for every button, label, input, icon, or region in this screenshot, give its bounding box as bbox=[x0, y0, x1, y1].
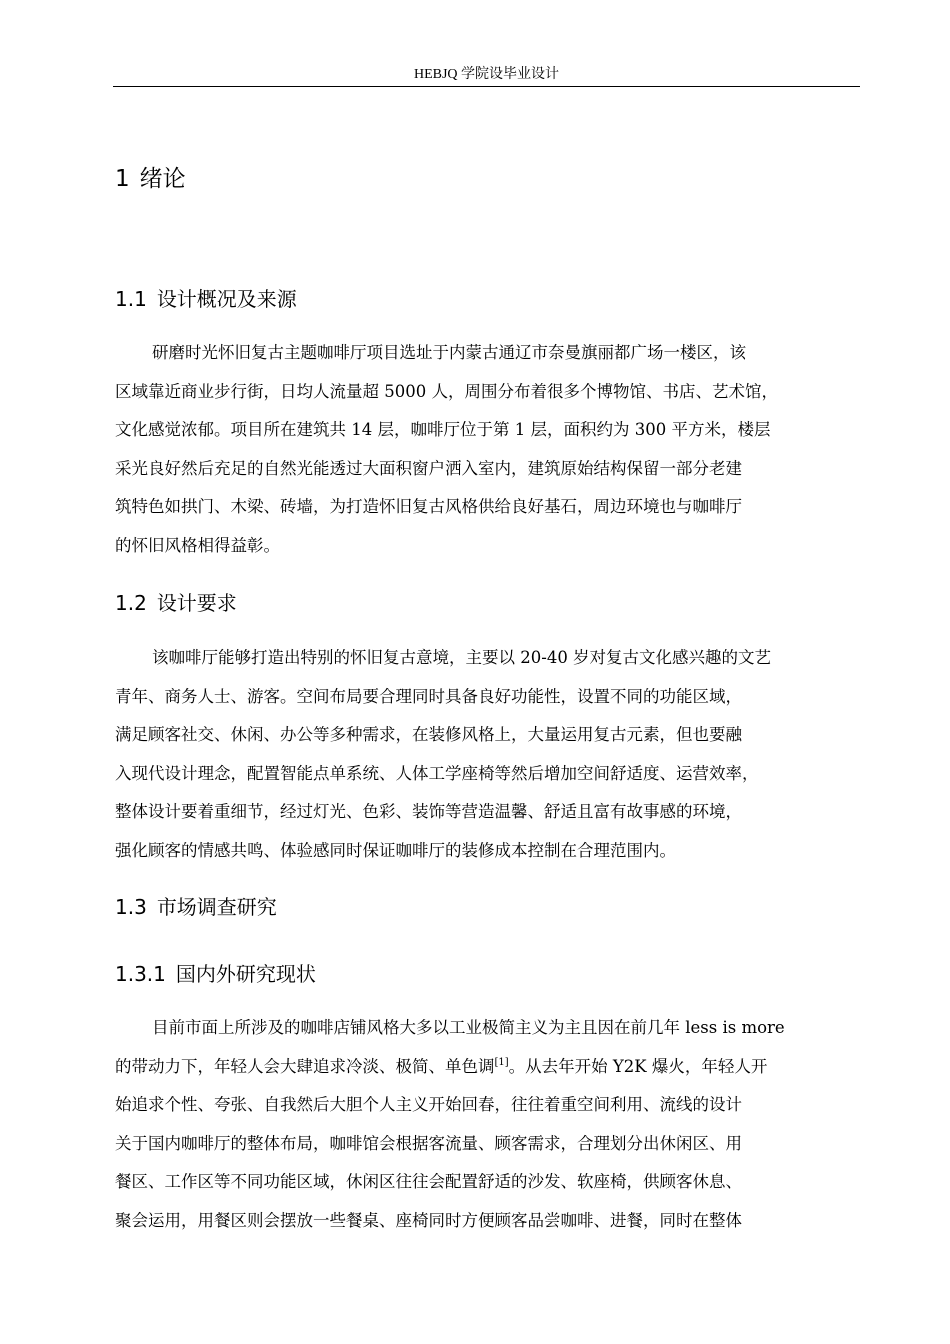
text-line: 关于国内咖啡厅的整体布局，咖啡馆会根据客流量、顾客需求，合理划分出休闲区、用 bbox=[115, 1133, 742, 1153]
text-line: 满足顾客社交、休闲、办公等多种需求，在装修风格上，大量运用复古元素，但也要融 bbox=[115, 725, 742, 745]
section-number: 1.2 bbox=[115, 591, 147, 615]
text-line: 整体设计要着重细节，经过灯光、色彩、装饰等营造温馨、舒适且富有故事感的环境， bbox=[115, 802, 742, 822]
text-line: 入现代设计理念，配置智能点单系统、人体工学座椅等然后增加空间舒适度、运营效率， bbox=[115, 763, 759, 783]
header-rule bbox=[113, 86, 860, 87]
subsection-heading-1-3-1 bbox=[115, 960, 316, 988]
section-title: 设计要求 bbox=[156, 591, 237, 615]
section-number: 1.1 bbox=[115, 287, 147, 311]
citation-ref: [1] bbox=[494, 1056, 509, 1068]
text-line: 采光良好然后充足的自然光能透过大面积窗户洒入室内，建筑原始结构保留一部分老建 bbox=[115, 458, 742, 478]
paragraph-1-1 bbox=[115, 334, 861, 566]
text-line: 文化感觉浓郁。项目所在建筑共 14 层，咖啡厅位于第 1 层，面积约为 300 平方米，楼层 bbox=[115, 420, 771, 440]
paragraph-1-3-1 bbox=[115, 1009, 861, 1241]
text-segment: 。从去年开始 Y2K 爆火，年轻人开 bbox=[508, 1056, 768, 1076]
text-line: 青年、商务人士、游客。空间布局要合理同时具备良好功能性，设置不同的功能区域， bbox=[115, 686, 742, 706]
text-line: 的怀旧风格相得益彰。 bbox=[115, 535, 280, 555]
chapter-number: 1 bbox=[115, 166, 130, 192]
section-title: 设计概况及来源 bbox=[156, 287, 297, 311]
chapter-heading bbox=[115, 163, 186, 195]
section-title: 市场调查研究 bbox=[156, 895, 277, 919]
subsection-number: 1.3.1 bbox=[115, 962, 166, 986]
section-heading-1-2 bbox=[115, 589, 237, 617]
section-heading-1-1 bbox=[115, 285, 297, 313]
text-line: 筑特色如拱门、木梁、砖墙，为打造怀旧复古风格供给良好基石，周边环境也与咖啡厅 bbox=[115, 497, 742, 517]
text-line: 目前市面上所涉及的咖啡店铺风格大多以工业极简主义为主且因在前几年 less is more bbox=[152, 1018, 785, 1037]
text-line: 聚会运用，用餐区则会摆放一些餐桌、座椅同时方便顾客品尝咖啡、进餐，同时在整体 bbox=[115, 1210, 742, 1230]
subsection-title: 国内外研究现状 bbox=[175, 962, 316, 986]
text-line: 餐区、工作区等不同功能区域，休闲区往往会配置舒适的沙发、软座椅，供顾客休息、 bbox=[115, 1172, 742, 1192]
section-number: 1.3 bbox=[115, 895, 147, 919]
section-heading-1-3 bbox=[115, 893, 277, 921]
page-header: HEBJQ 学院设毕业设计 bbox=[413, 67, 560, 82]
text-line-with-citation bbox=[115, 1048, 861, 1087]
chapter-title: 绪论 bbox=[139, 166, 186, 192]
text-line: 研磨时光怀旧复古主题咖啡厅项目选址于内蒙古通辽市奈曼旗丽都广场一楼区，该 bbox=[152, 343, 746, 362]
text-line: 该咖啡厅能够打造出特别的怀旧复古意境，主要以 20-40 岁对复古文化感兴趣的文艺 bbox=[152, 648, 772, 667]
text-line: 始追求个性、夸张、自我然后大胆个人主义开始回春，往往着重空间利用、流线的设计 bbox=[115, 1095, 742, 1115]
text-segment: 的带动力下，年轻人会大肆追求冷淡、极简、单色调 bbox=[115, 1056, 495, 1076]
text-line: 强化顾客的情感共鸣、体验感同时保证咖啡厅的装修成本控制在合理范围内。 bbox=[115, 840, 676, 860]
text-line: 区域靠近商业步行街，日均人流量超 5000 人，周围分布着很多个博物馆、书店、艺术馆， bbox=[115, 381, 778, 401]
paragraph-1-2 bbox=[115, 639, 861, 871]
